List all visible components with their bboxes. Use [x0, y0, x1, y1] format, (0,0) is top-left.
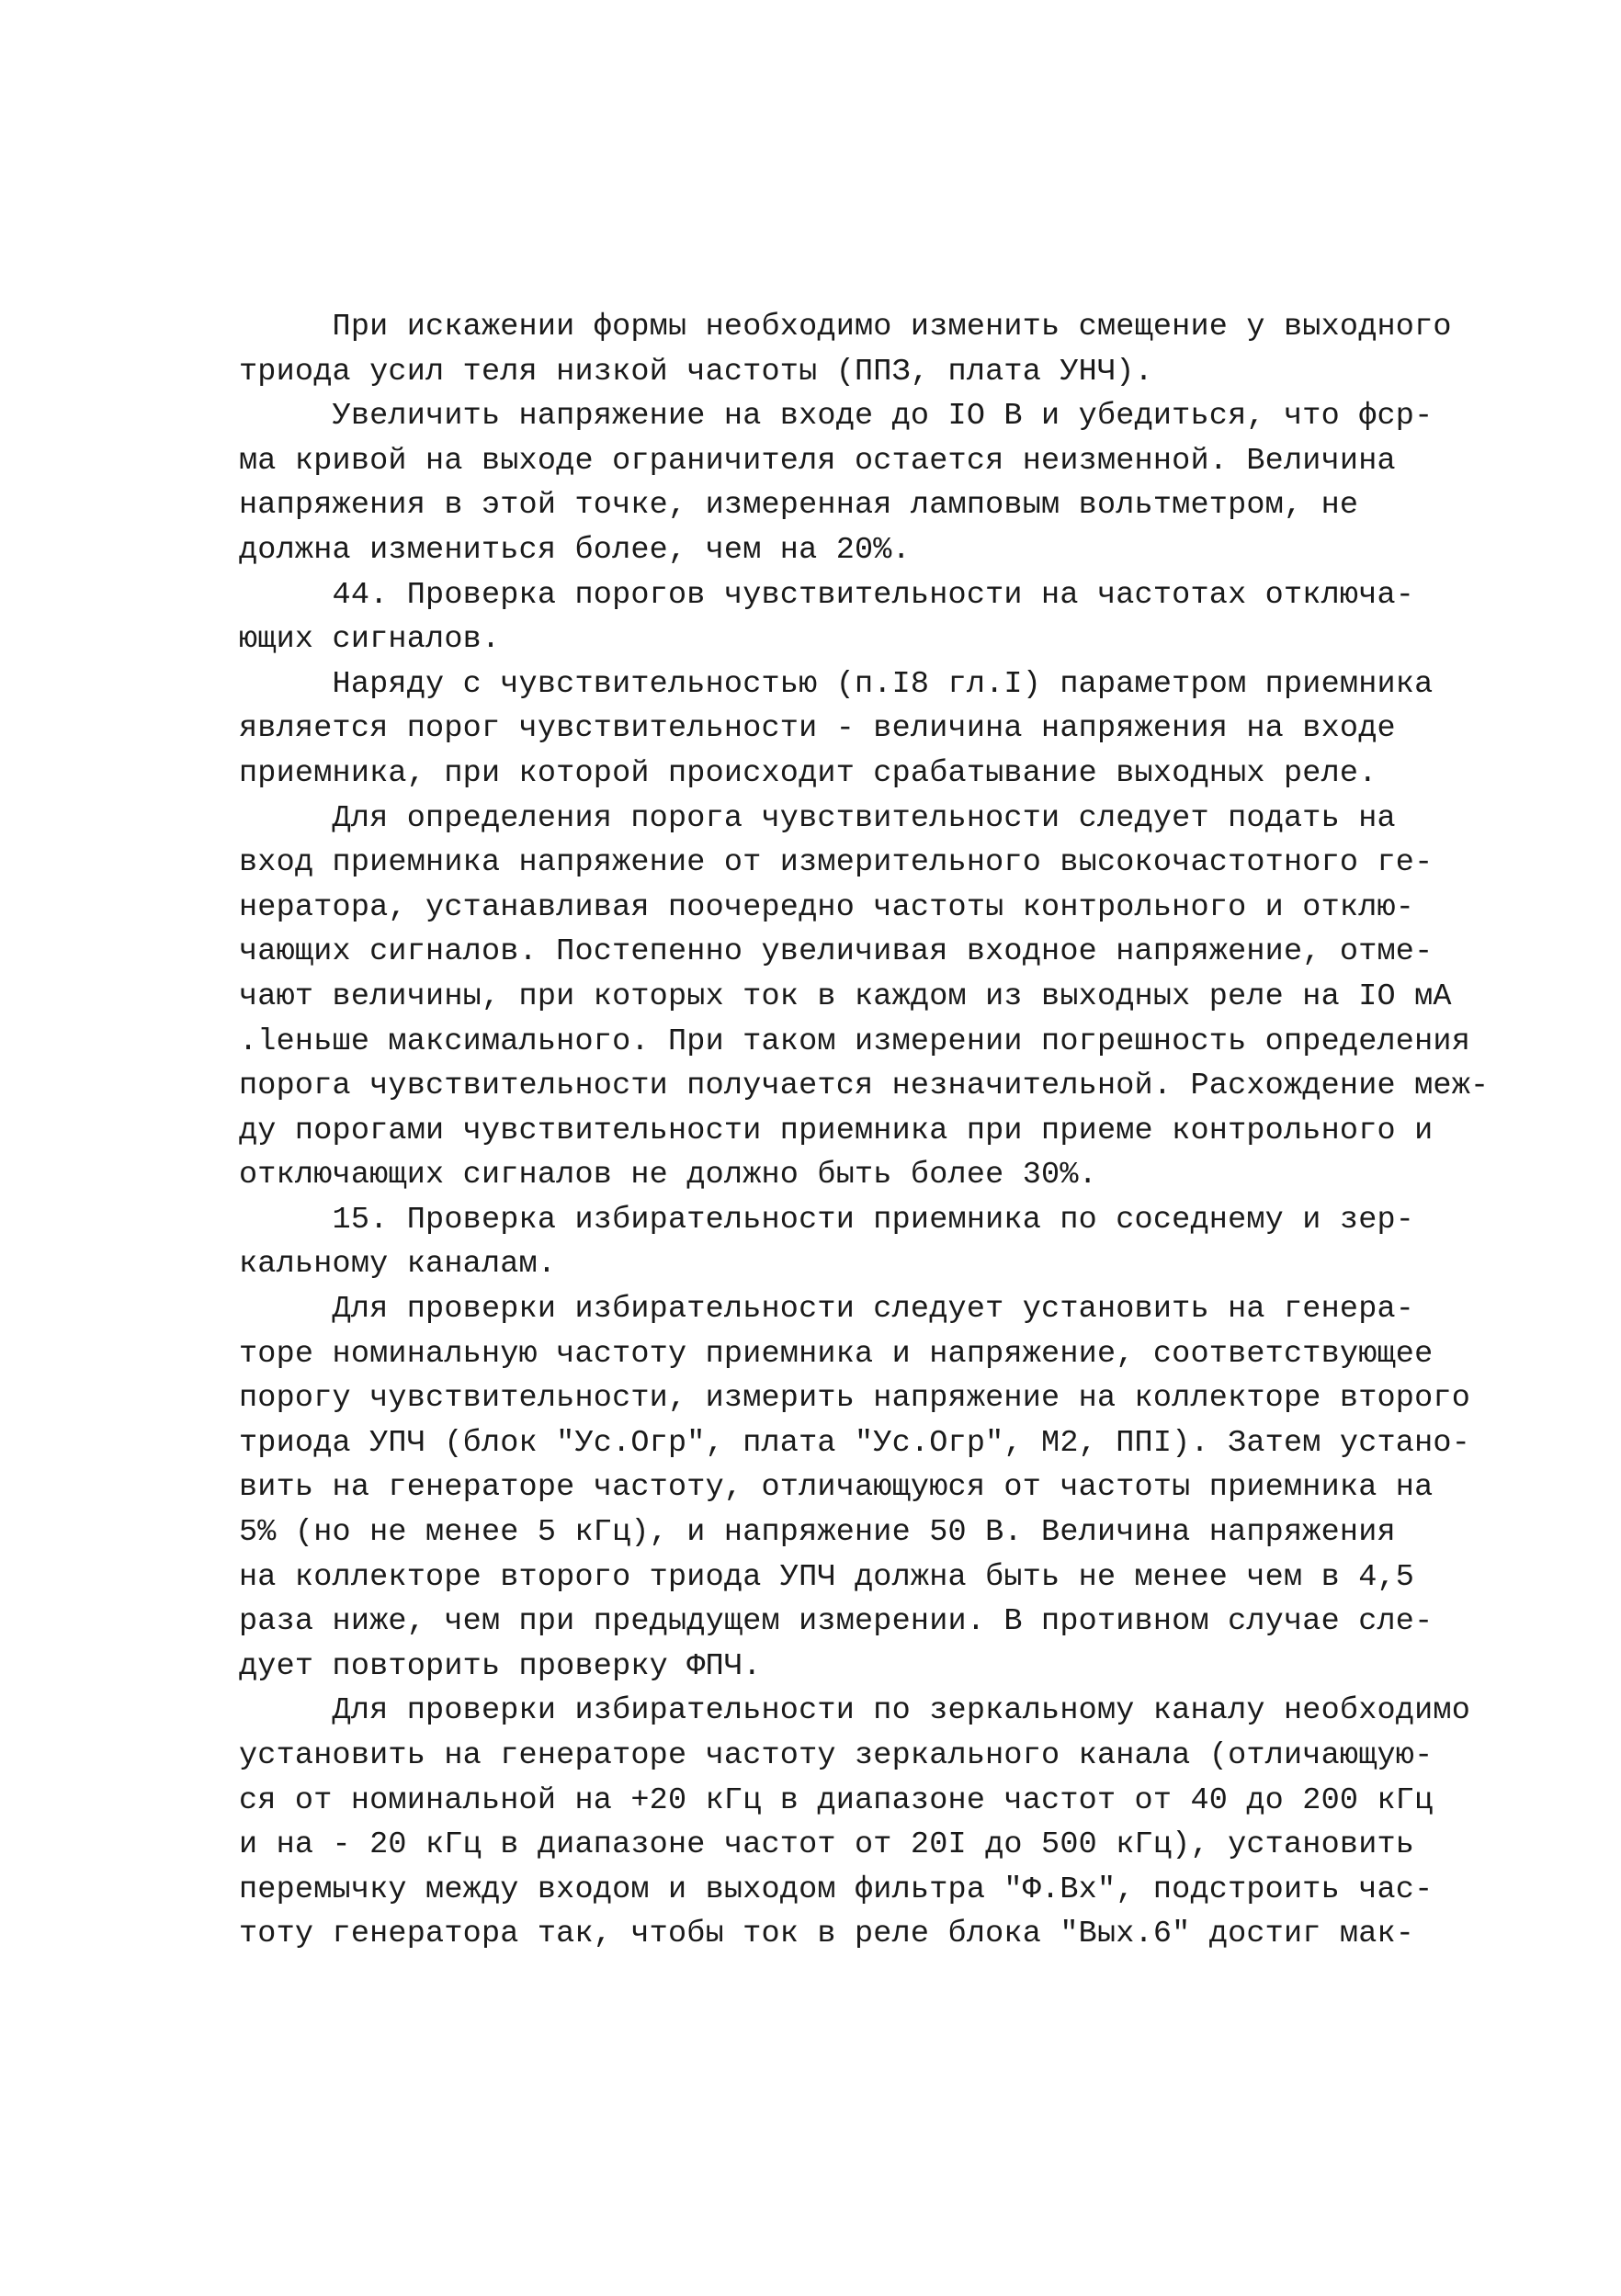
section-heading-44: 44. Проверка порогов чувствительности на частотах отключа- — [239, 577, 1415, 613]
text-line: .lеньше максимального. При таком измерении погрешность определения — [239, 1024, 1471, 1059]
text-line: приемника, при которой происходит срабатывание выходных реле. — [239, 755, 1377, 791]
text-line: тоту генератора так, чтобы ток в реле блока "Вых.6" достиг мак- — [239, 1917, 1415, 1952]
text-line: чающих сигналов. Постепенно увеличивая входное напряжение, отме- — [239, 934, 1434, 970]
text-line: перемычку между входом и выходом фильтра "Ф.Вх", подстроить час- — [239, 1872, 1434, 1907]
text-line: Для проверки избирательности следует установить на генера- — [239, 1292, 1415, 1328]
text-line: установить на генераторе частоту зеркального канала (отличающую- — [239, 1738, 1434, 1773]
text-line: и на - 20 кГц в диапазоне частот от 20I до 500 кГц), установить — [239, 1827, 1415, 1863]
text-line: ся от номинальной на +20 кГц в диапазоне частот от 40 до 200 кГц — [239, 1782, 1434, 1818]
text-line: 5% (но не менее 5 кГц), и напряжение 50 В. Величина напряжения — [239, 1515, 1396, 1551]
text-line: раза ниже, чем при предыдущем измерении. В противном случае сле- — [239, 1604, 1434, 1640]
text-line: ющих сигналов. — [239, 622, 501, 658]
body-text — [239, 305, 1490, 1957]
text-line: на коллекторе второго триода УПЧ должна быть не менее чем в 4,5 — [239, 1559, 1415, 1595]
text-line: является порог чувствительности - величина напряжения на входе — [239, 711, 1396, 747]
text-line: вить на генераторе частоту, отличающуюся от частоты приемника на — [239, 1470, 1434, 1506]
text-line: триода УПЧ (блок "Ус.Огр", плата "Ус.Огр", М2, ППI). Затем устано- — [239, 1425, 1471, 1461]
text-line: нератора, устанавливая поочередно частоты контрольного и отклю- — [239, 889, 1415, 925]
text-line: порога чувствительности получается незначительной. Расхождение меж- — [239, 1069, 1490, 1104]
text-line: кальному каналам. — [239, 1247, 557, 1283]
text-line: должна измениться более, чем на 20%. — [239, 532, 911, 568]
section-heading-15: 15. Проверка избирательности приемника по соседнему и зер- — [239, 1202, 1415, 1238]
text-line: чают величины, при которых ток в каждом из выходных реле на IO мА — [239, 978, 1452, 1014]
text-line: Для проверки избирательности по зеркальному каналу необходимо — [239, 1693, 1471, 1729]
text-line: Увеличить напряжение на входе до IO В и убедиться, что фср- — [239, 399, 1434, 435]
text-line: триода усил теля низкой частоты (ППЗ, плата УНЧ). — [239, 354, 1153, 390]
text-line: отключающих сигналов не должно быть более 30%. — [239, 1158, 1097, 1193]
text-line: порогу чувствительности, измерить напряжение на коллекторе второго — [239, 1381, 1471, 1417]
text-line: ду порогами чувствительности приемника при приеме контрольного и — [239, 1113, 1434, 1148]
text-line: напряжения в этой точке, измеренная ламповым вольтметром, не — [239, 488, 1359, 524]
text-line: вход приемника напряжение от измерительного высокочастотного ге- — [239, 845, 1434, 881]
text-line: торе номинальную частоту приемника и напряжение, соответствующее — [239, 1336, 1434, 1372]
text-line: Для определения порога чувствительности следует подать на — [239, 800, 1396, 836]
text-line: При искажении формы необходимо изменить смещение у выходного — [239, 310, 1452, 345]
text-line: ма кривой на выходе ограничителя остается неизменной. Величина — [239, 443, 1396, 479]
text-line: Наряду с чувствительностью (п.I8 гл.I) параметром приемника — [239, 666, 1434, 702]
text-line: дует повторить проверку ФПЧ. — [239, 1648, 762, 1684]
